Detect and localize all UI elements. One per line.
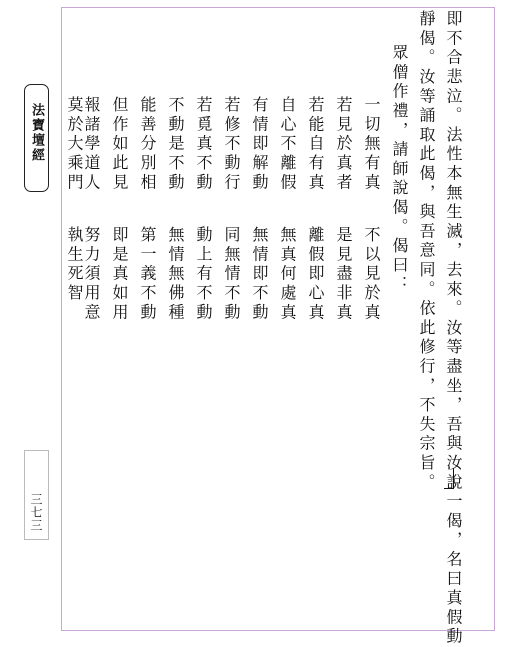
verse-line-3a: 若能自有真	[306, 96, 325, 193]
verse-line-9b: 第一義不動	[138, 226, 157, 323]
verse-line-8a: 不動是不動	[166, 96, 185, 193]
prose-line-3: 眾僧作禮，請師說偈。偈曰：	[390, 44, 409, 295]
verse-line-1b: 不以見於真	[362, 226, 381, 323]
verse-line-8b: 無情無佛種	[166, 226, 185, 323]
verse-line-7a: 若覓真不動	[194, 96, 213, 193]
verse-line-10b: 即是真如用	[110, 226, 129, 323]
verse-line-10a: 但作如此見	[110, 96, 129, 193]
verse-line-6b: 同無情不動	[222, 226, 241, 323]
verse-line-2b: 是見盡非真	[334, 226, 353, 323]
verse-line-5b: 無情即不動	[250, 226, 269, 323]
book-title: 法寶壇經	[29, 103, 44, 163]
prose-line-2: 靜偈。汝等誦取此偈，與吾意同。依此修行，不失宗旨。	[417, 10, 436, 493]
closing-quote-mark	[444, 468, 454, 489]
verse-line-4a: 自心不離假	[278, 96, 297, 193]
page-number: 三七三	[29, 493, 43, 532]
prose-line-1: 即不合悲泣。法性本無生滅，去來。汝等盡坐，吾與汝說一偈，名曰真假動	[444, 10, 463, 647]
page-number-box	[24, 450, 49, 540]
verse-line-9a: 能善分別相	[138, 96, 157, 193]
verse-line-12b: 執生死智	[65, 226, 84, 304]
verse-line-1a: 一切無有真	[362, 96, 381, 193]
verse-line-12a: 莫於大乘門	[65, 96, 84, 193]
verse-line-11a: 報諸學道人	[82, 96, 101, 193]
verse-line-6a: 若修不動行	[222, 96, 241, 193]
verse-line-4b: 無真何處真	[278, 226, 297, 323]
verse-line-3b: 離假即心真	[306, 226, 325, 323]
verse-line-2a: 若見於真者	[334, 96, 353, 193]
book-title-tab	[24, 84, 49, 192]
verse-line-5a: 有情即解動	[250, 96, 269, 193]
verse-line-7b: 動上有不動	[194, 226, 213, 323]
verse-line-11b: 努力須用意	[82, 226, 101, 323]
